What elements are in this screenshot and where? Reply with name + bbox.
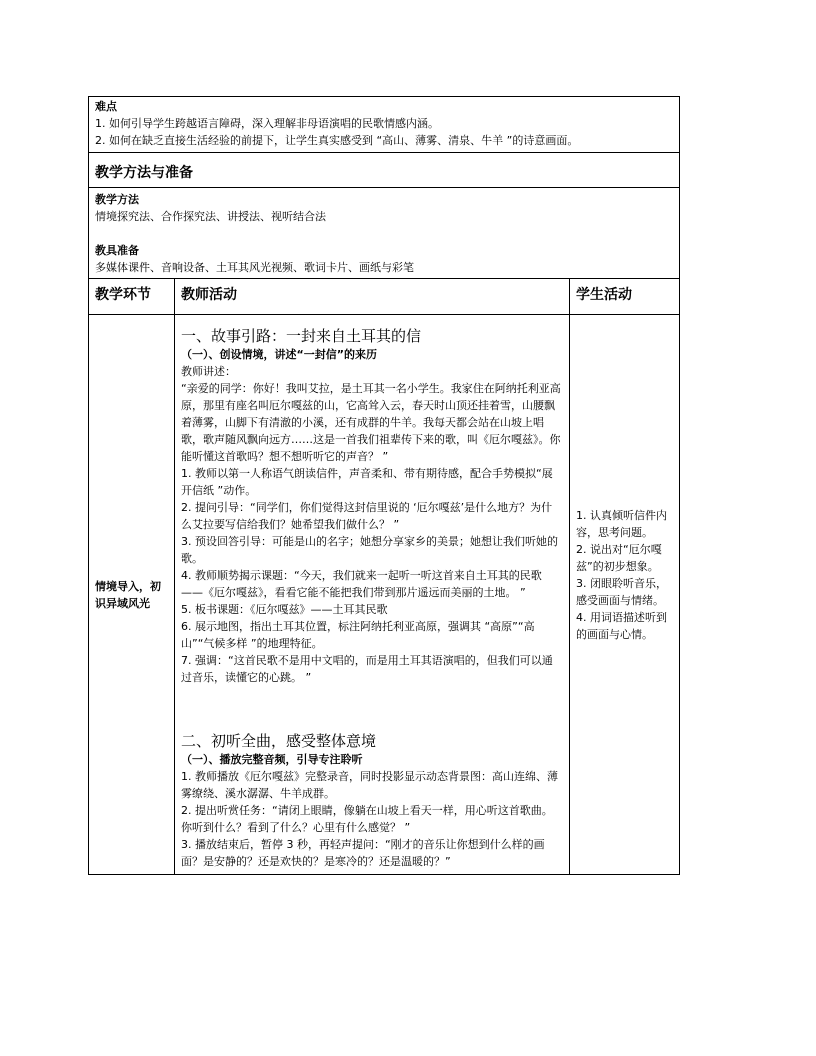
stage1-step-7: 7. 强调：“这首民歌不是用中文唱的，而是用土耳其语演唱的，但我们可以通过音乐，读懂它的心跳。 ”: [181, 654, 553, 684]
tools-label: 教具准备: [95, 244, 139, 257]
difficulty-label: 难点: [95, 100, 117, 113]
student-activity-2: 2. 说出对“厄尔嘎兹”的初步想象。: [576, 542, 662, 573]
student-activity-4: 4. 用词语描述听到的画面与心情。: [576, 610, 667, 641]
stage-row: [89, 315, 680, 875]
methods-content-row: [89, 188, 680, 279]
stage1-heading: 一、故事引路：一封来自土耳其的信: [181, 327, 422, 345]
methods-text: 情境探究法、合作探究法、讲授法、视听结合法: [95, 210, 326, 223]
student-activity-cell: [570, 315, 680, 875]
student-activity-1: 1. 认真倾听信件内容，思考问题。: [576, 508, 667, 539]
methods-label: 教学方法: [95, 193, 139, 206]
header-teacher: 教师活动: [175, 279, 570, 315]
stage2-heading: 二、初听全曲，感受整体意境: [181, 732, 377, 750]
methods-section-title: 教学方法与准备: [95, 165, 193, 181]
stage1-letter: “亲爱的同学：你好！我叫艾拉，是土耳其一名小学生。我家住在阿纳托利亚高原，那里有座名叫厄尔嘎兹的山，它高耸入云，春天时山顶还挂着雪，山腰飘着薄雾，山脚下有清澈的小溪，还有成群的牛羊。我每天都会站在山坡上唱歌，歌声随风飘向远方……这是一首我们祖辈传下来的歌，叫《厄尔嘎兹》。你能听懂这首歌吗？想不想听听它的声音？ ”: [181, 382, 561, 463]
stage1-subheading: （一）、创设情境，讲述“一封信”的来历: [181, 348, 377, 361]
stage2-subheading: （一）、播放完整音频，引导专注聆听: [181, 753, 363, 766]
stage1-step-2: 2. 提问引导：“同学们，你们觉得这封信里说的 ‘厄尔嘎兹’是什么地方？为什么艾拉要写信给我们？她希望我们做什么？ ”: [181, 501, 553, 531]
stage1-step-6: 6. 展示地图，指出土耳其位置，标注阿纳托利亚高原，强调其 “高原”“高山”“气候多样 ”的地理特征。: [181, 620, 535, 650]
stage1-step-3: 3. 预设回答引导：可能是山的名字；她想分享家乡的美景；她想让我们听她的歌。: [181, 535, 558, 565]
difficulty-row: [89, 97, 680, 153]
methods-title-row: [89, 153, 680, 188]
difficulty-item-1: 1. 如何引导学生跨越语言障碍，深入理解非母语演唱的民歌情感内涵。: [95, 117, 439, 130]
difficulty-item-2: 2. 如何在缺乏直接生活经验的前提下，让学生真实感受到 “高山、薄雾、清泉、牛羊 ”的诗意画面。: [95, 134, 579, 147]
stage2-step-3: 3. 播放结束后，暂停 3 秒，再轻声提问：“刚才的音乐让你想到什么样的画面？是安静的？还是欢快的？是寒冷的？还是温暖的？”: [181, 838, 545, 868]
header-stage: 教学环节: [89, 279, 175, 315]
stage-name-text: 情境导入，初识异域风光: [95, 579, 161, 610]
student-activity-3: 3. 闭眼聆听音乐，感受画面与情绪。: [576, 576, 667, 607]
teacher-activity-cell: [175, 315, 570, 875]
stage2-step-1: 1. 教师播放《厄尔嘎兹》完整录音，同时投影显示动态背景图：高山连绵、薄雾缭绕、溪水潺潺、牛羊成群。: [181, 770, 558, 800]
stage1-step-5: 5. 板书课题：《厄尔嘎兹》——土耳其民歌: [181, 603, 388, 616]
lesson-plan-table: [88, 96, 680, 875]
stage1-intro: 教师讲述：: [181, 365, 236, 378]
stage1-step-4: 4. 教师顺势揭示课题：“今天，我们就来一起听一听这首来自土耳其的民歌——《厄尔嘎兹》，看看它能不能把我们带到那片遥远而美丽的土地。 ”: [181, 569, 542, 599]
stage2-step-2: 2. 提出听赏任务：“请闭上眼睛，像躺在山坡上看天一样，用心听这首歌曲。你听到什么？看到了什么？心里有什么感觉？ ”: [181, 804, 553, 834]
stage1-step-1: 1. 教师以第一人称语气朗读信件，声音柔和、带有期待感，配合手势模拟“展开信纸 ”动作。: [181, 467, 553, 497]
table-header-row: [89, 279, 680, 315]
header-student: 学生活动: [570, 279, 680, 315]
tools-text: 多媒体课件、音响设备、土耳其风光视频、歌词卡片、画纸与彩笔: [95, 261, 414, 274]
stage-name: [89, 315, 175, 875]
